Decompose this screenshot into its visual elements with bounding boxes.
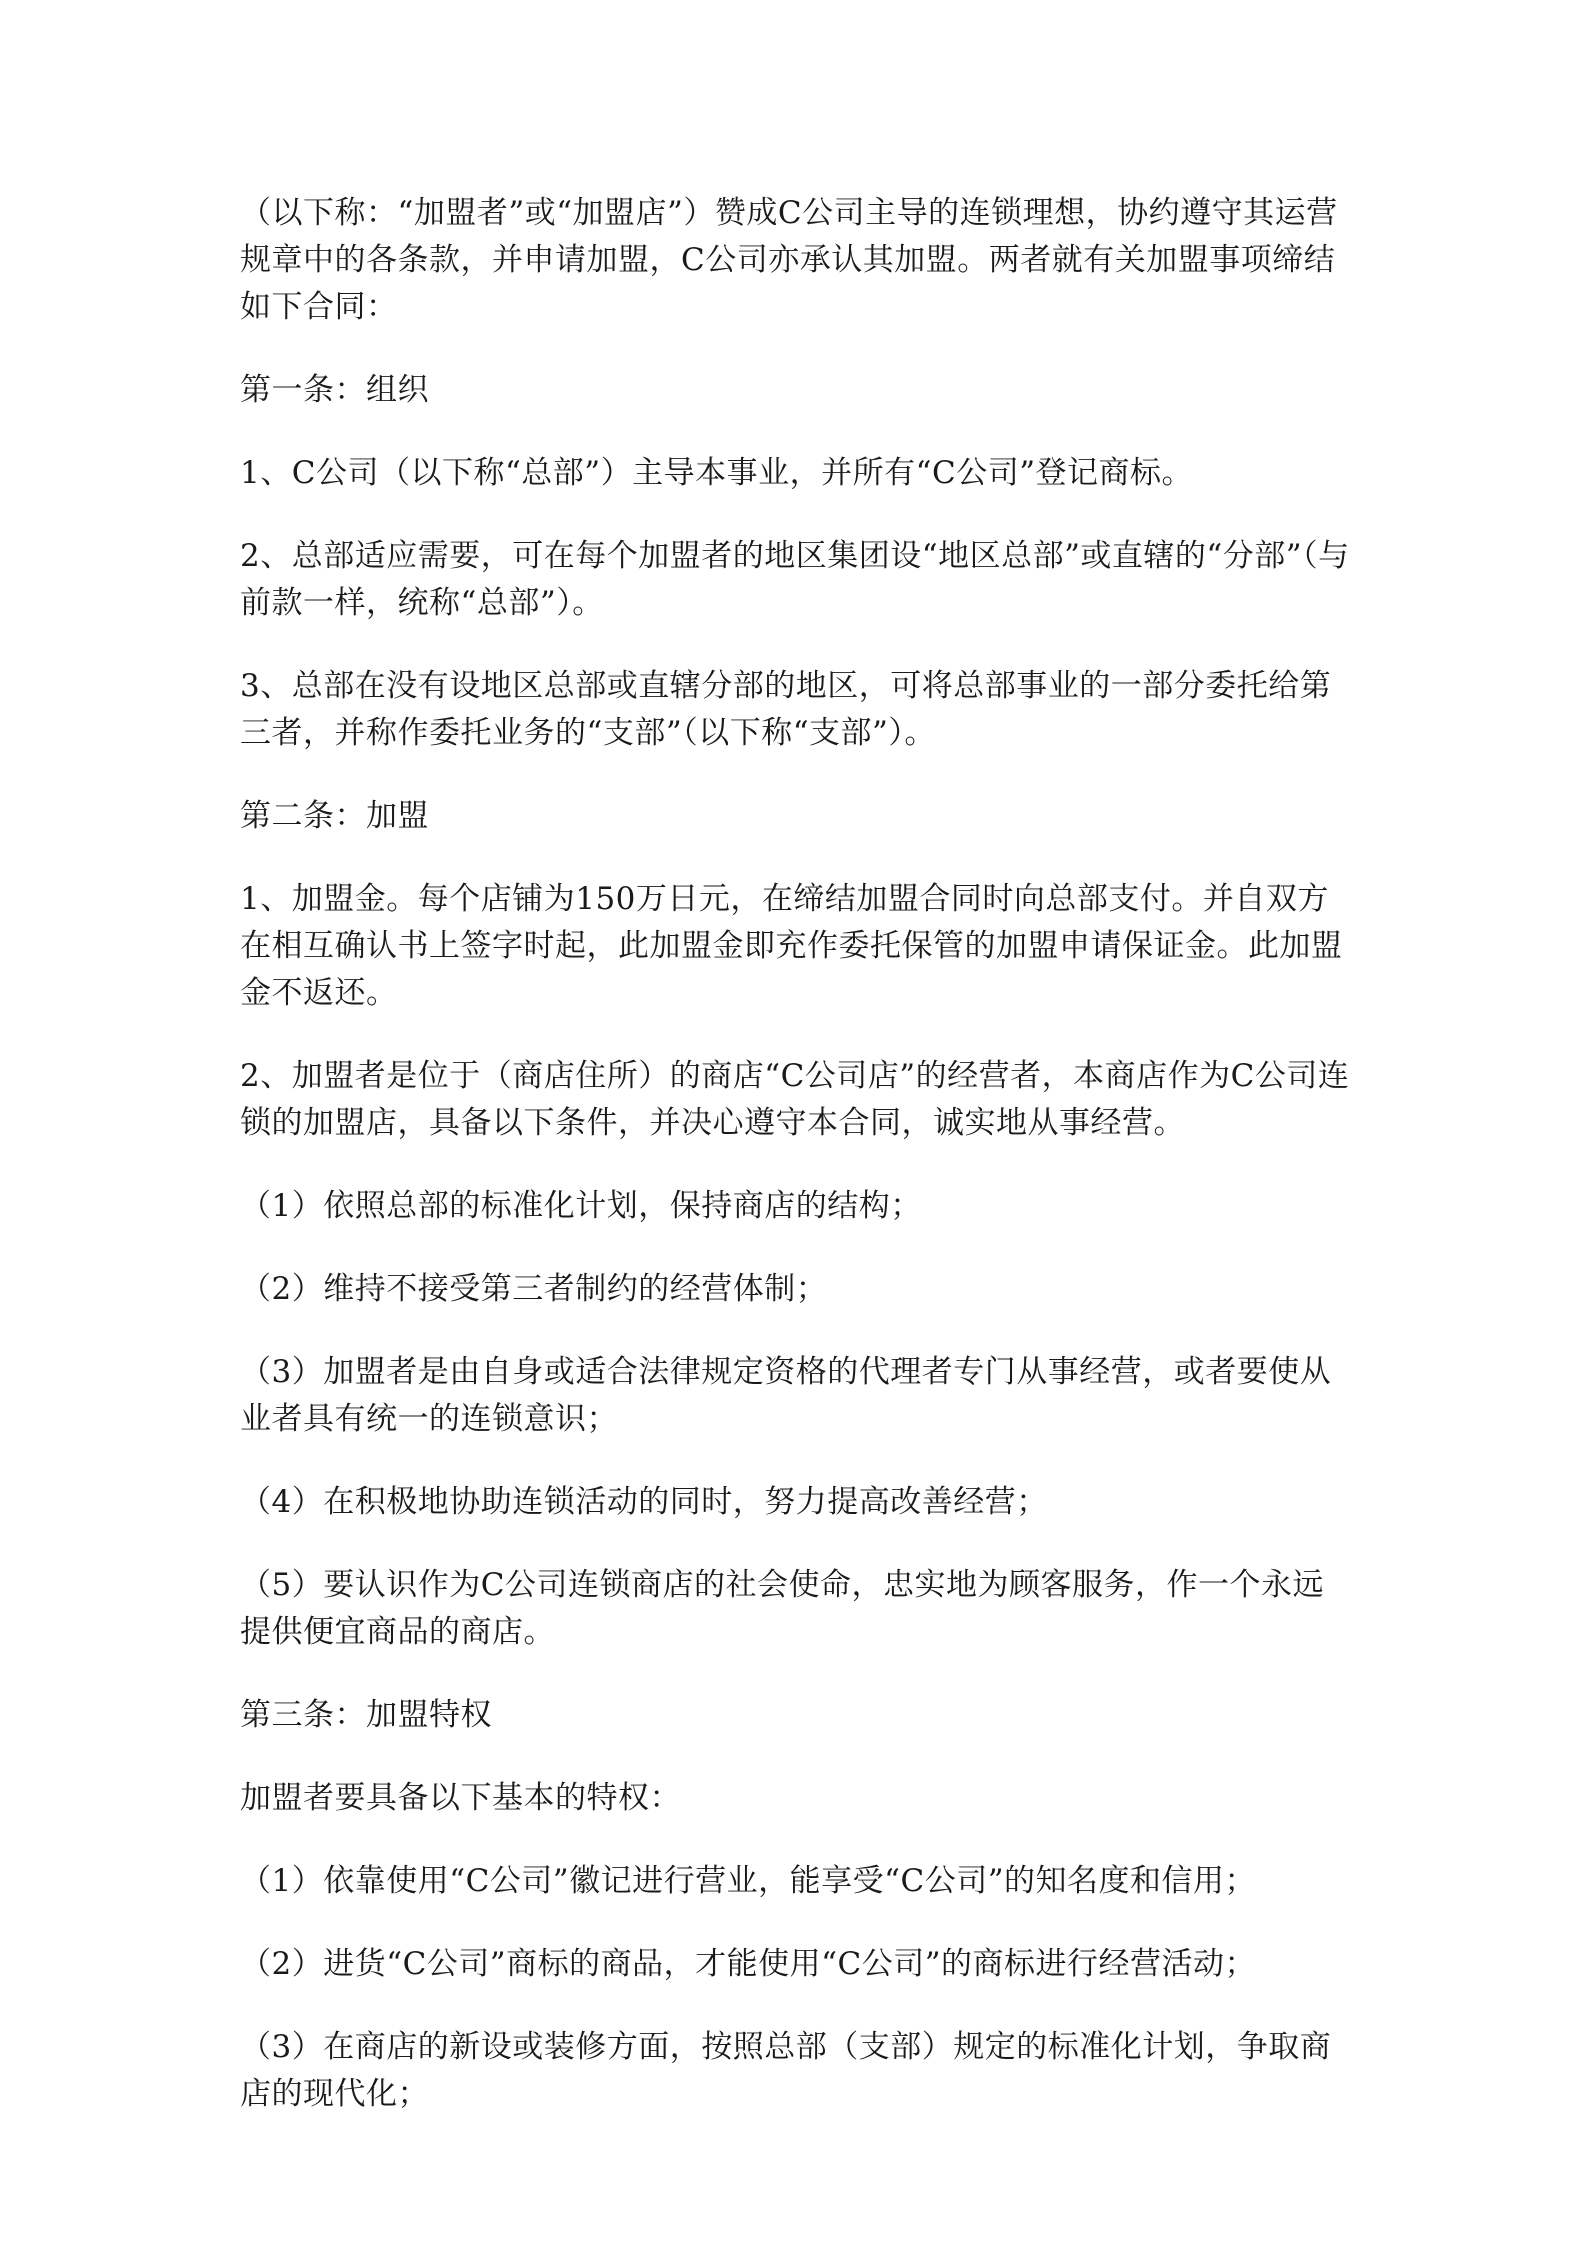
article-2-item-5: （5）要认识作为C公司连锁商店的社会使命，忠实地为顾客服务，作一个永远提供便宜商品的商店。 [240,1567,1324,1650]
article-2-clause-2: 2、加盟者是位于（商店住所）的商店“C公司店”的经营者，本商店作为C公司连锁的加盟店，具备以下条件，并决心遵守本合同，诚实地从事经营。 [240,1058,1350,1141]
article-2-heading: 第二条：加盟 [240,798,429,834]
article-1-heading: 第一条：组织 [240,372,429,408]
intro-paragraph: （以下称：“加盟者”或“加盟店”）赞成C公司主导的连锁理想，协约遵守其运营规章中的各条款，并申请加盟，C公司亦承认其加盟。两者就有关加盟事项缔结如下合同： [240,195,1338,325]
article-3-heading: 第三条：加盟特权 [240,1697,492,1733]
article-2-item-2: （2）维持不接受第三者制约的经营体制； [240,1271,828,1307]
article-2-item-4: （4）在积极地协助连锁活动的同时，努力提高改善经营； [240,1484,1048,1520]
article-3-item-3: （3）在商店的新设或装修方面，按照总部（支部）规定的标准化计划，争取商店的现代化； [240,2029,1332,2112]
article-2-clause-1: 1、加盟金。每个店铺为150万日元，在缔结加盟合同时向总部支付。并自双方在相互确认书上签字时起，此加盟金即充作委托保管的加盟申请保证金。此加盟金不返还。 [240,881,1343,1011]
article-1-clause-1: 1、C公司（以下称“总部”）主导本事业，并所有“C公司”登记商标。 [240,455,1194,491]
article-3-item-2: （2）进货“C公司”商标的商品，才能使用“C公司”的商标进行经营活动； [240,1946,1257,1982]
document-body [240,190,1350,2154]
article-2-item-1: （1）依照总部的标准化计划，保持商店的结构； [240,1188,922,1224]
article-3-intro: 加盟者要具备以下基本的特权： [240,1780,681,1816]
article-1-clause-3: 3、总部在没有设地区总部或直辖分部的地区，可将总部事业的一部分委托给第三者，并称作委托业务的“支部”（以下称“支部”）。 [240,668,1332,751]
article-3-item-1: （1）依靠使用“C公司”徽记进行营业，能享受“C公司”的知名度和信用； [240,1863,1257,1899]
article-2-item-3: （3）加盟者是由自身或适合法律规定资格的代理者专门从事经营，或者要使从业者具有统一的连锁意识； [240,1354,1332,1437]
article-1-clause-2: 2、总部适应需要，可在每个加盟者的地区集团设“地区总部”或直辖的“分部”（与前款一样，统称“总部”）。 [240,538,1350,621]
